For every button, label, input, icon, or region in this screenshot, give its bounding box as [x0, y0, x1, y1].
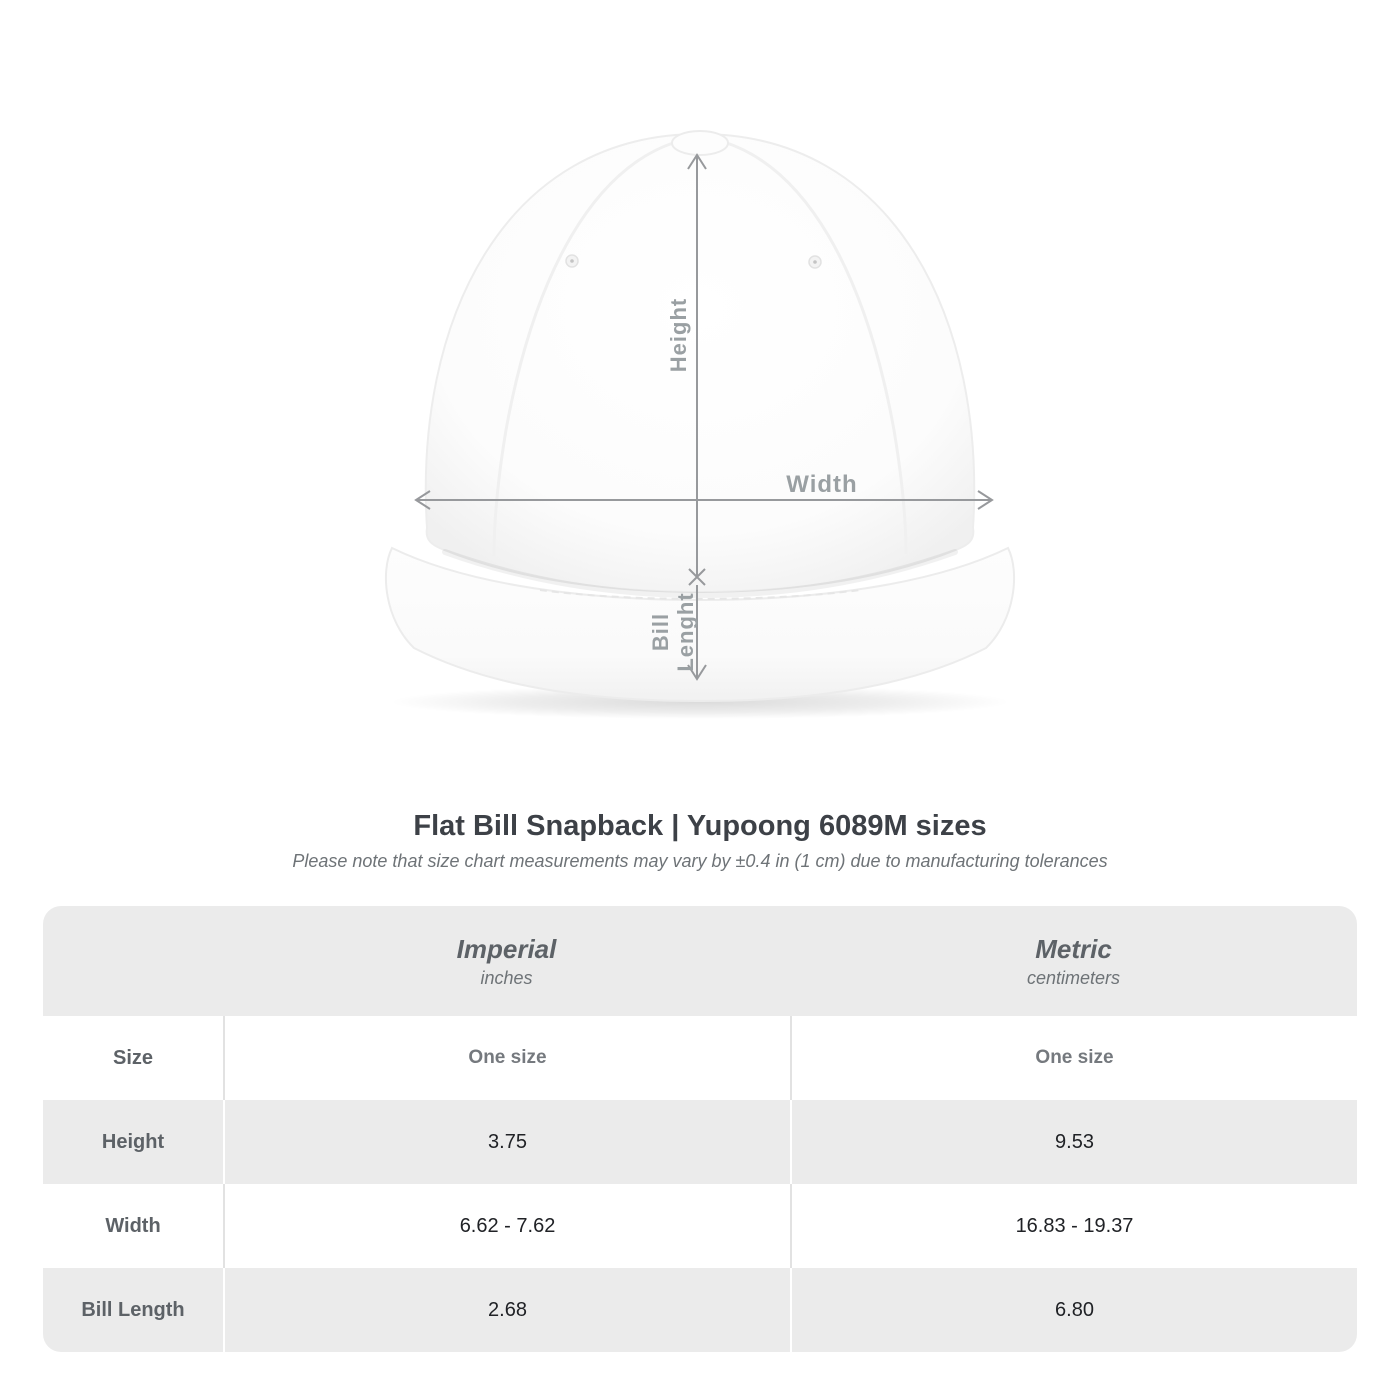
metric-column-header	[790, 906, 1357, 1016]
table-row-width	[43, 1184, 1357, 1268]
top-button	[672, 131, 728, 155]
page-title: Flat Bill Snapback | Yupoong 6089M sizes	[413, 810, 987, 842]
bill-label-line1: Bill	[648, 612, 673, 652]
metric-label: Metric	[1035, 933, 1112, 964]
heading-block	[0, 780, 1400, 872]
row-label-cell	[43, 1184, 223, 1268]
metric-value: 6.80	[1055, 1298, 1094, 1321]
size-table	[43, 906, 1357, 1352]
table-header-row	[43, 906, 1357, 1016]
row-label: Bill Length	[81, 1298, 185, 1321]
right-eyelet	[809, 256, 821, 268]
metric-value-cell	[790, 1016, 1357, 1100]
imperial-value-cell	[223, 1100, 790, 1184]
row-label: Height	[101, 1130, 165, 1153]
imperial-value-cell	[223, 1268, 790, 1352]
imperial-column-header	[223, 906, 790, 1016]
imperial-value: One size	[468, 1047, 547, 1068]
height-annotation-label: Height	[666, 297, 691, 373]
row-label: Size	[112, 1046, 154, 1069]
row-label: Width	[105, 1214, 161, 1237]
imperial-value: 6.62 - 7.62	[459, 1214, 556, 1237]
bill-label-line2: Lenght	[673, 592, 698, 672]
imperial-value-cell	[223, 1016, 790, 1100]
hat-crown	[426, 134, 974, 592]
metric-value-cell	[790, 1184, 1357, 1268]
table-row-bill-length	[43, 1268, 1357, 1352]
metric-value-cell	[790, 1268, 1357, 1352]
imperial-unit: inches	[480, 967, 533, 988]
header-spacer-cell	[43, 906, 223, 1016]
table-row-size	[43, 1016, 1357, 1100]
row-label-cell	[43, 1016, 223, 1100]
imperial-value: 2.68	[488, 1298, 527, 1321]
metric-value: 9.53	[1055, 1130, 1094, 1153]
left-eyelet	[566, 255, 578, 267]
imperial-value: 3.75	[488, 1130, 527, 1153]
table-row-height	[43, 1100, 1357, 1184]
row-label-cell	[43, 1100, 223, 1184]
metric-value-cell	[790, 1100, 1357, 1184]
metric-value: One size	[1035, 1047, 1114, 1068]
imperial-value-cell	[223, 1184, 790, 1268]
imperial-label: Imperial	[456, 933, 557, 964]
metric-unit: centimeters	[1026, 967, 1121, 988]
width-annotation-label: Width	[786, 471, 858, 498]
tolerance-note: Please note that size chart measurements may vary by ±0.4 in (1 cm) due to manufacturing tolerances	[292, 851, 1108, 871]
metric-value: 16.83 - 19.37	[1015, 1214, 1134, 1237]
row-label-cell	[43, 1268, 223, 1352]
